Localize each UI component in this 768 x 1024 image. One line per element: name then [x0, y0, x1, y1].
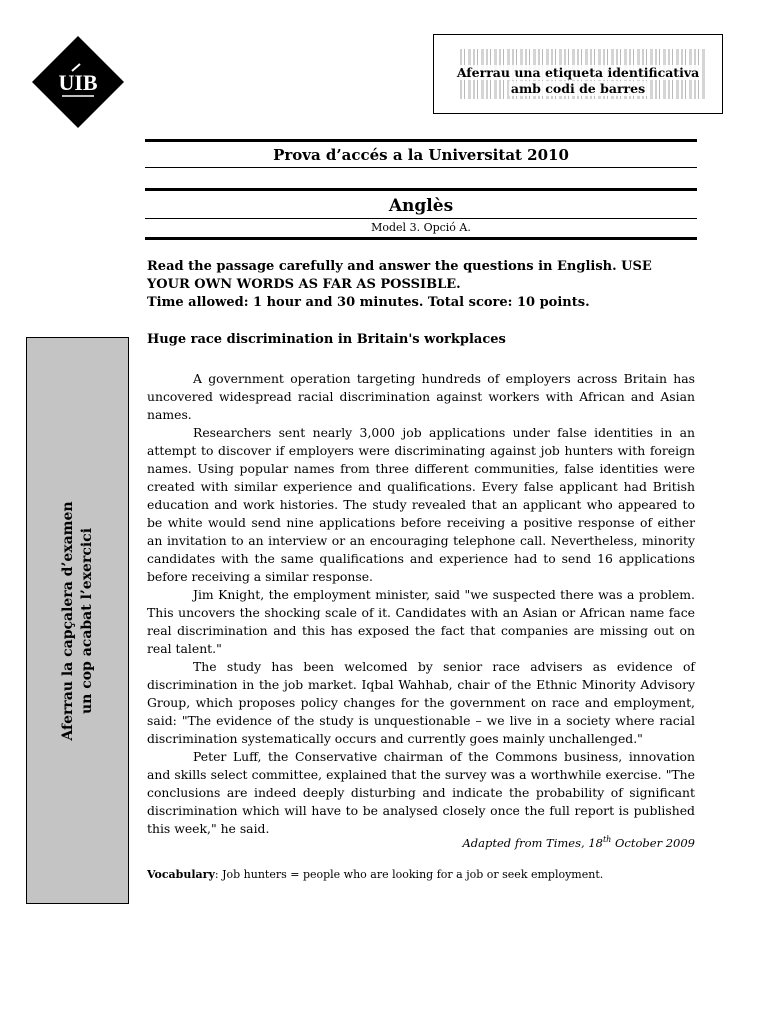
barcode-label-text — [434, 65, 722, 97]
instructions-line-2: Time allowed: 1 hour and 30 minutes. Total score: 10 points. — [147, 295, 590, 310]
passage-paragraph: Jim Knight, the employment minister, said "we suspected there was a problem. This uncovers the shocking scale of it. Candidates with an Asian or African name face real discrimination and this has exposed the fact that companies are missing out on real talent." — [147, 587, 695, 656]
logo-text: UIB — [58, 70, 98, 95]
header-rule — [145, 167, 697, 168]
instructions — [147, 258, 697, 312]
side-box-line-1: Aferrau la capçalera d’examen — [59, 500, 76, 741]
vocabulary-note — [147, 867, 697, 883]
vocabulary-label: Vocabulary — [147, 868, 215, 881]
header-rule — [145, 188, 697, 191]
passage-body — [147, 370, 695, 838]
uib-logo-icon — [32, 36, 124, 128]
subject-title: Anglès — [388, 196, 454, 216]
side-box-text — [59, 361, 97, 881]
passage-paragraph: The study has been welcomed by senior race advisers as evidence of discrimination in the job market. Iqbal Wahhab, chair of the Ethnic Minority Advisory Group, which proposes policy changes for the government on race and employment, said: "The evidence of the study is unquestionable – we live in a society where racial discrimination systematically occurs and currently goes mainly unchallenged." — [147, 659, 695, 746]
source-sup: th — [602, 835, 612, 844]
instructions-line-1: Read the passage carefully and answer the questions in English. USE YOUR OWN WORDS AS FAR AS POSSIBLE. — [147, 259, 652, 292]
header-rule — [145, 218, 697, 219]
model-subtitle: Model 3. Opció A. — [371, 221, 471, 234]
side-box-line-2: un cop acabat l’exercici — [78, 527, 95, 714]
source-suffix: October 2009 — [611, 835, 695, 850]
passage-title: Huge race discrimination in Britain's workplaces — [147, 332, 506, 347]
exam-header-attach-box — [26, 337, 129, 904]
source-citation — [147, 831, 695, 852]
header-rule — [145, 139, 697, 142]
barcode-line-2: amb codi de barres — [510, 81, 646, 96]
barcode-label-box — [433, 34, 723, 114]
passage-paragraph: Peter Luff, the Conservative chairman of the Commons business, innovation and skills select committee, explained that the survey was a worthwhile exercise. "The conclusions are indeed deeply disturbing and indicate the probability of significant discrimination which will have to be analysed closely once the full report is published this week," he said. — [147, 749, 695, 836]
source-prefix: Adapted from Times, 18 — [462, 835, 603, 850]
exam-title: Prova d’accés a la Universitat 2010 — [273, 146, 569, 164]
vocabulary-text: : Job hunters = people who are looking for a job or seek employment. — [214, 868, 604, 881]
header-rule — [145, 237, 697, 240]
barcode-line-1: Aferrau una etiqueta identificativa — [456, 65, 700, 80]
passage-paragraph: Researchers sent nearly 3,000 job applications under false identities in an attempt to discover if employers were discriminating against job hunters with foreign names. Using popular names from three different communities, false identities were created with similar experience and qualifications. Every false applicant had British education and work histories. The study revealed that an applicant who appeared to be white would send nine applications before receiving a positive response of either an invitation to an interview or an encouraging telephone call. Nevertheless, minority candidates with the same qualifications and experience had to send 16 applications before receiving a similar response. — [147, 425, 695, 584]
passage-paragraph: A government operation targeting hundreds of employers across Britain has uncovered widespread racial discrimination against workers with African and Asian names. — [147, 371, 695, 422]
